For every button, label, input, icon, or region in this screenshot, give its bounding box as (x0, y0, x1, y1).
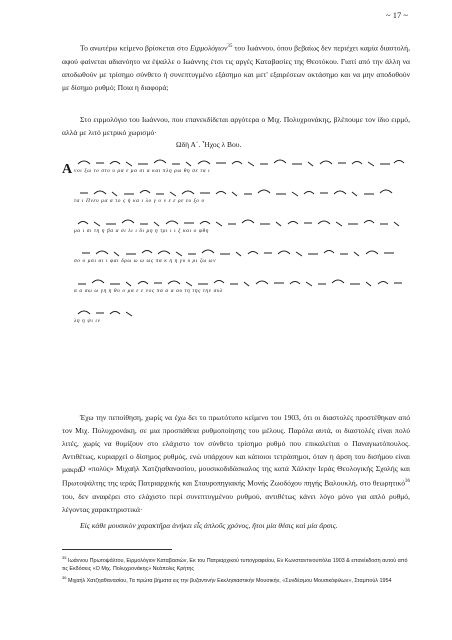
footnote-divider (62, 549, 172, 550)
footnote-35-text: Ιωάννου Πρωτοψάλτου, Ειρμολόγιον Καταβασιών, Εκ του Πατριαρχικού τυπογραφείου, Εν Κωνσταντινουπόλει 1903 & επανέκδοση αυτού από τις Εκδόσεις «Ο Μιχ. Πολυχρονάκης» Νεάπολις Κρήτης (62, 557, 408, 572)
footnote-ref-36[interactable]: 36 (405, 479, 410, 484)
neume-line-3 (74, 214, 408, 228)
paragraph-2 (62, 113, 410, 139)
footnote-36-text: Μιχαήλ Χατζηαθανασίου, Τα πρώτα βήματα εις την βυζαντινήν Εκκλησιαστικήν Μουσικήν, «Συνδέσμου Μουσικόφιλων», Σταμπούλ 1954 (67, 577, 392, 584)
score-initial: Α (62, 162, 73, 177)
music-score (56, 140, 412, 400)
syllable-line-2: τα ι Πνευ μα α το ς ή κα ι λο γ ο ν ε ε ρε ευ ξο ο (74, 198, 205, 204)
neume-line-1 (74, 154, 408, 168)
footnote-35-num: 35 (62, 555, 67, 560)
block-quote: Εἰς κάθε μουσικὸν χαρακτῆρα ἀνήκει εἷς ἀπλοῦς χρόνος, ἤτοι μία θέσις καὶ μία ἄρσις. (80, 521, 338, 530)
score-heading: Ωδὴ Α΄. Ἦχος λ Βου. (176, 140, 242, 149)
footnote-36 (62, 574, 410, 585)
syllable-line-6: λη η ψι ιν (74, 318, 101, 324)
paragraph-4 (62, 462, 410, 516)
footnote-35 (62, 554, 410, 573)
syllable-line-3: μα ι σι τη η βα α σι λι ι δι μη η τρι ι ι ξ και ο φθη (74, 228, 209, 234)
paragraph-4-text-a: Ο «πολύς» Μιχαήλ Χατζηαθανασίου, μουσικοδιδάσκαλος της κατά Χάλκην Ιεράς Θεολογικής Σχολής και Πρωτοψάλτης της ιεράς Πατριαρχικής και Σταυροπηγιακής Μονής Ζωοδόχου πηγής Βαλουκλή, στο θεωρητικό (62, 464, 410, 488)
paragraph-1-italic: Ειρμολόγιον (189, 43, 228, 53)
neume-line-4 (74, 244, 408, 258)
syllable-line-5: α α σω ω γη η θο ο μα ε ε νος πα α α αυ τη της την συλ (74, 288, 223, 294)
paragraph-4-text-b: του, δεν αναφέρει στο ελάχιστο περί συνεπτυγμένου ρυθμού, αντιθέτως κάνει λόγο μόνο για απλό ρυθμό, λέγοντας χαρακτηριστικά· (62, 491, 410, 514)
paragraph-1 (62, 40, 410, 94)
syllable-line-4: σο ο μαι αι ι φαι δρω ω ω ως πα κ η η γυ υ ρι ζω ων (74, 258, 217, 264)
neume-line-5 (74, 274, 408, 288)
syllable-line-1: νοι ξω το στο υ μα ε μα σι α και πλη ρω θη σε τα ι (74, 168, 211, 174)
page-number: ~ 17 ~ (386, 10, 408, 20)
paragraph-1-text-b: του Ιωάννου, όπου βεβαίως δεν περιέχει καμία διαστολή, αφού φαίνεται αδιανόητο να έψαλλε ο Ιωάννης έτσι τις αργές Καταβασίες της Θεοτόκου. Γιατί από την άλλη να αποδωθούν με τρίσημο σύνθετο ή συνεπτυγμένο εξάσημο και μετ' εξαιρέσεων οκτάσημο και να μην αποδοθούν με δίσημο ρυθμό; Ποια η διαφορά; (62, 43, 410, 92)
neume-line-2 (74, 184, 408, 198)
paragraph-3-text: Έχω την πεποίθηση, χωρίς να έχω δει το πρωτότυπο κείμενο του 1903, ότι οι διαστολές προστέθηκαν από τον Μιχ. Πολυχρονάκη, σε μια προσπάθεια ρυθμοποίησης του μέλους. Παρόλα αυτά, οι διαστολές είναι πολύ λιτές, χωρίς να θυμίζουν στο ελάχιστο τον σύνθετο τρίσημο ρυθμό που επικαλείται ο Παναγιωτόπουλος. Αντιθέτως, κυριαρχεί ο δίσημος ρυθμός, ενώ υπάρχουν και κάποιοι τετράσημοι, όταν η άρση του δισήμου είναι μακρά. (62, 413, 410, 474)
paragraph-1-text-a: Το ανωτέρω κείμενο βρίσκεται στο (80, 43, 190, 53)
footnote-36-num: 36 (62, 574, 67, 580)
neume-line-6 (74, 304, 154, 318)
footnotes (62, 549, 410, 586)
paragraph-2-text: Στο ειρμολόγιο του Ιωάννου, που επανεκδίδεται αργότερα ο Μιχ. Πολυχρονάκης, βλέπουμε τον ίδιο ειρμό, αλλά με λιτό μετρικό χωρισμό· (62, 115, 410, 137)
footnote-ref-35[interactable]: 35 (227, 44, 233, 49)
